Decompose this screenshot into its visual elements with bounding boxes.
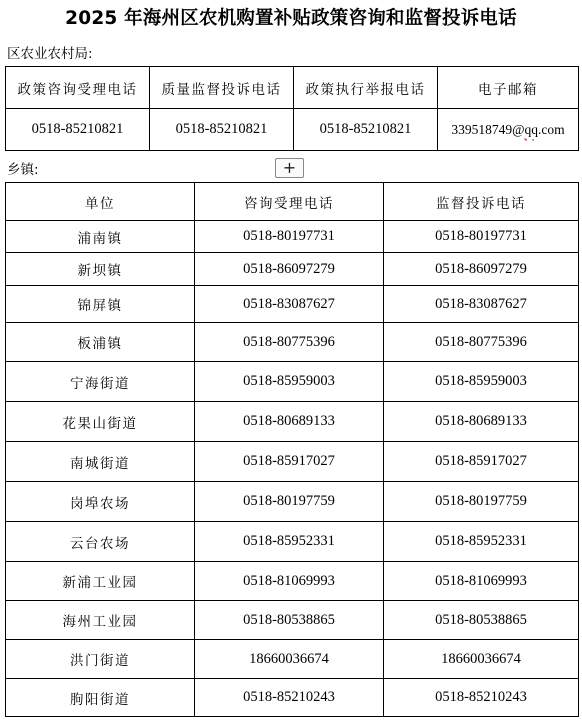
- complaint-phone: 18660036674: [384, 640, 579, 679]
- table-row: [6, 442, 579, 482]
- quality-complaint-phone: 0518-85210821: [150, 109, 294, 151]
- unit-name: 朐阳街道: [6, 679, 195, 717]
- district-header-row: [6, 67, 579, 109]
- header-policy-consult: 政策咨询受理电话: [6, 67, 150, 109]
- consult-phone: 0518-85959003: [195, 362, 384, 402]
- unit-name: 花果山街道: [6, 402, 195, 442]
- complaint-phone: 0518-85952331: [384, 522, 579, 562]
- consult-phone: 0518-80197759: [195, 482, 384, 522]
- unit-name: 岗埠农场: [6, 482, 195, 522]
- table-row: [6, 562, 579, 601]
- table-row: [6, 323, 579, 362]
- town-header-row: [6, 183, 579, 221]
- table-row: [6, 482, 579, 522]
- consult-phone: 0518-80538865: [195, 601, 384, 640]
- complaint-phone: 0518-80197731: [384, 221, 579, 253]
- unit-name: 南城街道: [6, 442, 195, 482]
- unit-name: 浦南镇: [6, 221, 195, 253]
- district-section-label: 区农业农村局:: [7, 46, 93, 62]
- table-row: [6, 679, 579, 717]
- complaint-phone: 0518-81069993: [384, 562, 579, 601]
- email-address[interactable]: [438, 109, 579, 151]
- complaint-phone: 0518-85917027: [384, 442, 579, 482]
- consult-phone: 0518-85952331: [195, 522, 384, 562]
- header-policy-report: 政策执行举报电话: [294, 67, 438, 109]
- table-row: [6, 522, 579, 562]
- email-suffix: .com: [538, 121, 565, 137]
- consult-phone: 0518-80689133: [195, 402, 384, 442]
- page-title: 2025 年海州区农机购置补贴政策咨询和监督投诉电话: [65, 8, 517, 29]
- unit-name: 板浦镇: [6, 323, 195, 362]
- policy-report-phone: 0518-85210821: [294, 109, 438, 151]
- unit-name: 宁海街道: [6, 362, 195, 402]
- complaint-phone: 0518-80197759: [384, 482, 579, 522]
- unit-name: 海州工业园: [6, 601, 195, 640]
- unit-name: 锦屏镇: [6, 286, 195, 323]
- complaint-phone: 0518-86097279: [384, 253, 579, 286]
- complaint-phone: 0518-80538865: [384, 601, 579, 640]
- email-prefix: 339518749@: [451, 121, 525, 137]
- unit-name: 新坝镇: [6, 253, 195, 286]
- table-row: [6, 253, 579, 286]
- header-email: 电子邮箱: [438, 67, 579, 109]
- header-consult-phone: 咨询受理电话: [195, 183, 384, 221]
- complaint-phone: 0518-83087627: [384, 286, 579, 323]
- unit-name: 洪门街道: [6, 640, 195, 679]
- consult-phone: 0518-80775396: [195, 323, 384, 362]
- unit-name: 新浦工业园: [6, 562, 195, 601]
- table-row: [6, 640, 579, 679]
- header-quality-complaint: 质量监督投诉电话: [150, 67, 294, 109]
- header-unit: 单位: [6, 183, 195, 221]
- add-row-button[interactable]: +: [275, 158, 304, 178]
- district-contact-table: [5, 66, 579, 151]
- consult-phone: 0518-81069993: [195, 562, 384, 601]
- table-row: [6, 362, 579, 402]
- table-row: [6, 601, 579, 640]
- complaint-phone: 0518-80775396: [384, 323, 579, 362]
- table-row: [6, 286, 579, 323]
- unit-name: 云台农场: [6, 522, 195, 562]
- consult-phone: 0518-86097279: [195, 253, 384, 286]
- header-complaint-phone: 监督投诉电话: [384, 183, 579, 221]
- table-row: [6, 402, 579, 442]
- consult-phone: 0518-85917027: [195, 442, 384, 482]
- consult-phone: 18660036674: [195, 640, 384, 679]
- complaint-phone: 0518-80689133: [384, 402, 579, 442]
- email-domain: qq: [524, 121, 539, 137]
- town-contact-table: [5, 182, 579, 717]
- consult-phone: 0518-85210243: [195, 679, 384, 717]
- district-value-row: [6, 109, 579, 151]
- consult-phone: 0518-80197731: [195, 221, 384, 253]
- policy-consult-phone: 0518-85210821: [6, 109, 150, 151]
- complaint-phone: 0518-85210243: [384, 679, 579, 717]
- town-section-label: 乡镇:: [7, 162, 39, 178]
- table-row: [6, 221, 579, 253]
- complaint-phone: 0518-85959003: [384, 362, 579, 402]
- consult-phone: 0518-83087627: [195, 286, 384, 323]
